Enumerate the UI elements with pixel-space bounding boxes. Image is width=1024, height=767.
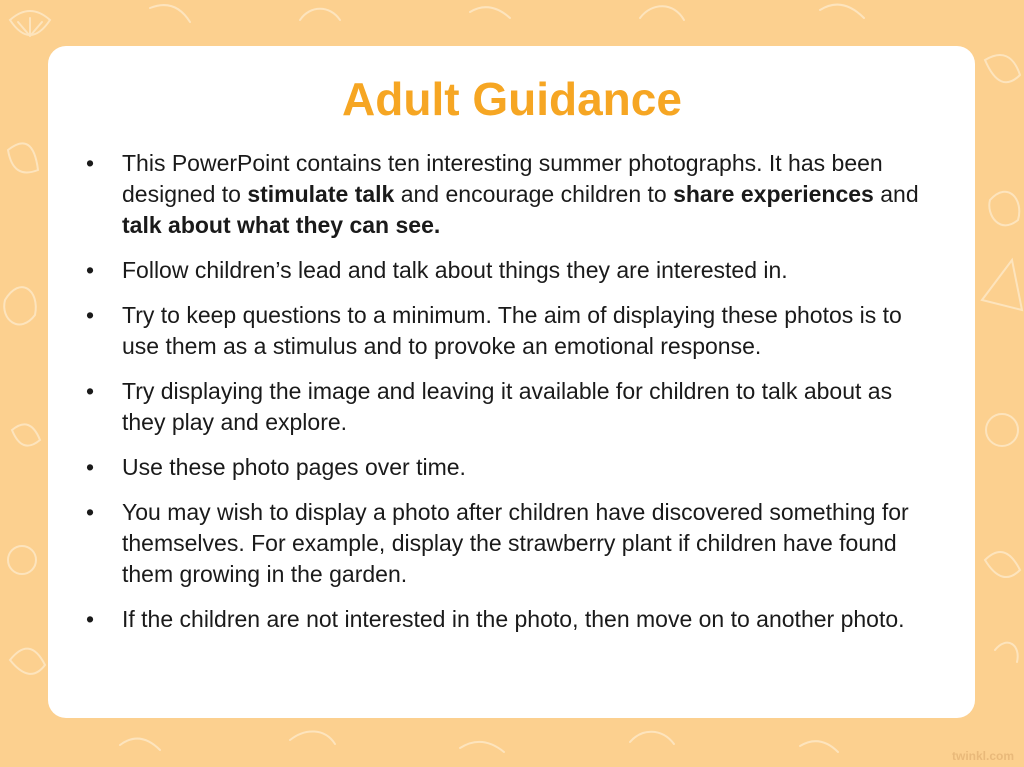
slide-title: Adult Guidance	[342, 73, 682, 125]
guidance-bullet-list	[86, 148, 936, 649]
bullet-text-bold: talk about what they can see.	[122, 212, 441, 238]
bullet-text: Follow children’s lead and talk about things they are interested in.	[122, 257, 788, 283]
twinkl-watermark: twinkl.com	[951, 749, 1014, 763]
bullet-text: and	[873, 181, 919, 207]
guidance-bullet	[86, 300, 936, 362]
bullet-text: Try to keep questions to a minimum. The aim of displaying these photos is to use them as a stimulus and to provoke an emotional response.	[122, 302, 902, 359]
guidance-bullet	[86, 497, 936, 590]
bullet-dot-icon: •	[86, 378, 95, 404]
bullet-text: Try displaying the image and leaving it available for children to talk about as they play and explore.	[122, 378, 893, 435]
guidance-bullet	[86, 376, 936, 438]
bullet-text-bold: share experiences	[673, 181, 874, 207]
guidance-bullet	[86, 604, 936, 635]
guidance-bullet	[86, 255, 936, 286]
bullet-text-bold: stimulate talk	[247, 181, 395, 207]
bullet-text: Use these photo pages over time.	[122, 454, 466, 480]
guidance-bullet	[86, 148, 936, 241]
bullet-dot-icon: •	[86, 454, 95, 480]
bullet-dot-icon: •	[86, 302, 95, 328]
bullet-dot-icon: •	[86, 150, 95, 176]
bullet-dot-icon: •	[86, 606, 95, 632]
bullet-dot-icon: •	[86, 499, 95, 525]
bullet-text: If the children are not interested in the photo, then move on to another photo.	[122, 606, 905, 632]
bullet-dot-icon: •	[86, 257, 95, 283]
guidance-bullet	[86, 452, 936, 483]
bullet-text: You may wish to display a photo after children have discovered something for themselves. For example, display the strawberry plant if children have found them growing in the garden.	[122, 499, 909, 587]
bullet-text: This PowerPoint contains ten interesting summer photographs. It has been designed to	[122, 150, 883, 207]
bullet-text: and encourage children to	[394, 181, 674, 207]
